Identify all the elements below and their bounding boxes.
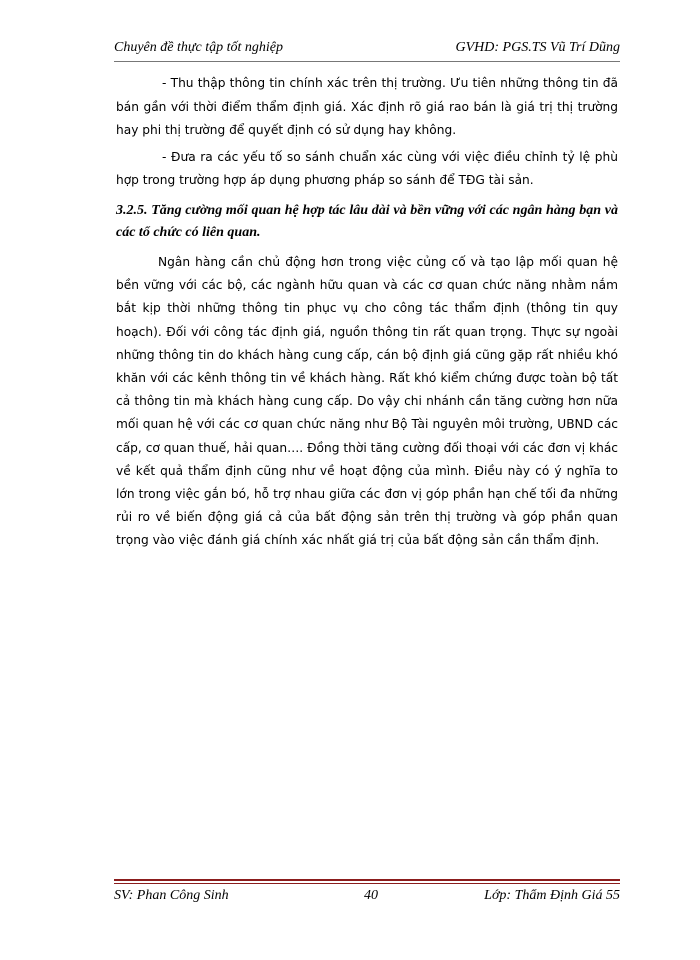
footer-divider-thin [114, 883, 620, 884]
page-body [116, 72, 618, 553]
body-paragraph: Ngân hàng cần chủ động hơn trong việc củng cố và tạo lập mối quan hệ bền vững với các bộ, các ngành hữu quan và các cơ quan chức năng nhằm nắm bắt kịp thời những thông tin phục vụ cho công tác thẩm định (thông tin quy hoạch). Đối với công tác định giá, nguồn thông tin rất quan trọng. Thực sự ngoài những thông tin do khách hàng cung cấp, cán bộ định giá cũng gặp rất nhiều khó khăn với các kênh thông tin về khách hàng. Rất khó kiểm chứng được toàn bộ tất cả thông tin mà khách hàng cung cấp. Do vậy chi nhánh cần tăng cường hơn nữa mối quan hệ với các cơ quan chức năng như Bộ Tài nguyên môi trường, UBND các cấp, cơ quan thuế, hải quan…. Đồng thời tăng cường đối thoại với các đơn vị khác về kết quả thẩm định cũng như về hoạt động của mình. Điều này có ý nghĩa to lớn trong việc gắn bó, hỗ trợ nhau giữa các đơn vị góp phần hạn chế tối đa những rủi ro về biến động giá cả của bất động sản trên thị trường và góp phần quan trọng vào việc đánh giá chính xác nhất giá trị của bất động sản cần thẩm định. [116, 254, 618, 548]
section-heading: 3.2.5. Tăng cường mối quan hệ hợp tác lâu dài và bền vững với các ngân hàng bạn và các tổ chức có liên quan. [116, 202, 618, 241]
header-divider [114, 61, 620, 62]
footer-class: Lớp: Thẩm Định Giá 55 [484, 888, 620, 903]
page-footer [114, 888, 620, 908]
bullet-paragraph-1: - Thu thập thông tin chính xác trên thị trường. Ưu tiên những thông tin đã bán gần với thời điểm thẩm định giá. Xác định rõ giá rao bán là giá trị thị trường hay phi thị trường để quyết định có sử dụng hay không. [116, 76, 618, 138]
page-header [114, 40, 620, 60]
header-document-title: Chuyên đề thực tập tốt nghiệp [114, 40, 283, 55]
footer-student: SV: Phan Công Sinh [114, 888, 229, 903]
footer-page-number: 40 [364, 888, 378, 903]
bullet-paragraph-2: - Đưa ra các yếu tố so sánh chuẩn xác cùng với việc điều chỉnh tỷ lệ phù hợp trong trường hợp áp dụng phương pháp so sánh để TĐG tài sản. [116, 149, 618, 188]
header-advisor: GVHD: PGS.TS Vũ Trí Dũng [455, 40, 620, 55]
footer-divider-thick [114, 879, 620, 881]
